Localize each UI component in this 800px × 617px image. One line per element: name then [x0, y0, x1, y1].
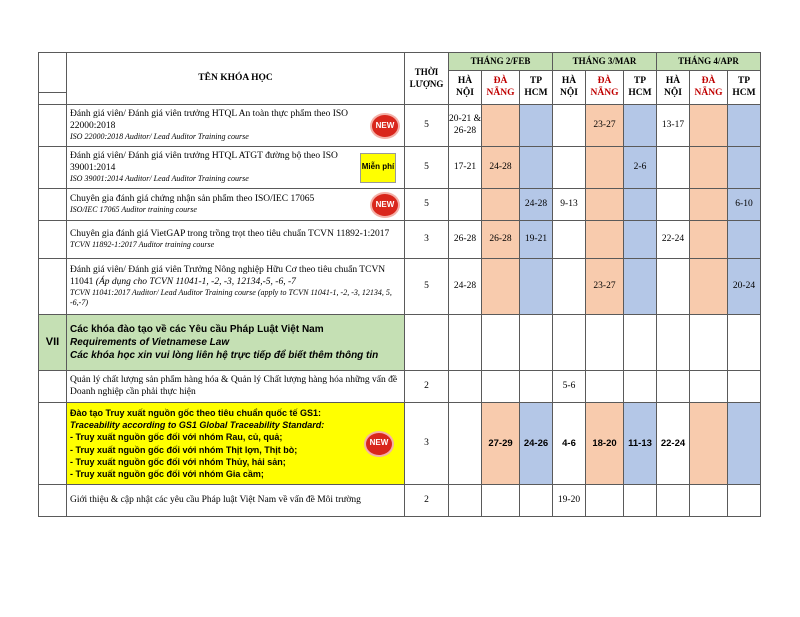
gs1-item: - Truy xuất nguồn gốc đối với nhóm Thủy, hải sản; — [70, 456, 286, 467]
date-cell — [624, 221, 657, 259]
date-cell — [657, 371, 690, 403]
date-cell — [553, 259, 586, 315]
date-cell — [449, 189, 482, 221]
date-cell: 13-17 — [657, 105, 690, 147]
section-row — [39, 315, 761, 371]
course-title-en: TCVN 11892-1:2017 Auditor training course — [70, 240, 215, 250]
date-cell — [520, 259, 553, 315]
date-cell — [449, 371, 482, 403]
new-badge-icon: NEW — [366, 433, 392, 455]
date-cell — [482, 259, 520, 315]
duration-cell: 2 — [405, 371, 449, 403]
duration-cell: 3 — [405, 221, 449, 259]
date-cell: 5-6 — [553, 371, 586, 403]
date-cell — [624, 485, 657, 517]
gs1-title: Đào tạo Truy xuất nguồn gốc theo tiêu chuẩn quốc tế GS1: — [70, 408, 322, 419]
course-row — [39, 371, 761, 403]
date-cell: 2-6 — [624, 147, 657, 189]
section-title — [67, 315, 405, 371]
date-cell — [690, 259, 728, 315]
city-danang: ĐÀ NẴNG — [690, 71, 728, 105]
date-cell — [449, 403, 482, 485]
date-cell — [520, 105, 553, 147]
date-cell: 24-28 — [449, 259, 482, 315]
city-hanoi: HÀ NỘI — [449, 71, 482, 105]
course-title-en: TCVN 11041:2017 Auditor/ Lead Auditor Training course (apply to TCVN 11041-1, -2, -3, 12134, 5, -6,-7) — [70, 288, 392, 308]
duration-cell: 5 — [405, 259, 449, 315]
course-cell — [67, 189, 405, 221]
month-header-apr: THÁNG 4/APR — [657, 53, 761, 71]
date-cell — [690, 485, 728, 517]
gs1-item: - Truy xuất nguồn gốc đối với nhóm Gia cầm; — [70, 468, 264, 479]
date-cell — [657, 485, 690, 517]
city-hanoi: HÀ NỘI — [553, 71, 586, 105]
course-title-en: ISO 22000:2018 Auditor/ Lead Auditor Training course — [70, 132, 249, 142]
course-cell — [67, 147, 405, 189]
date-cell: 20-24 — [728, 259, 761, 315]
date-cell — [482, 105, 520, 147]
city-danang: ĐÀ NẴNG — [482, 71, 520, 105]
date-cell: 27-29 — [482, 403, 520, 485]
date-cell: 9-13 — [553, 189, 586, 221]
date-cell — [586, 221, 624, 259]
free-badge: Miễn phí — [360, 153, 396, 183]
date-cell: 24-26 — [520, 403, 553, 485]
date-cell — [553, 147, 586, 189]
duration-cell: 5 — [405, 147, 449, 189]
date-cell: 4-6 — [553, 403, 586, 485]
date-cell: 19-21 — [520, 221, 553, 259]
date-cell: 26-28 — [482, 221, 520, 259]
course-title-en: ISO 39001:2014 Auditor/ Lead Auditor Training course — [70, 174, 249, 184]
date-cell — [657, 259, 690, 315]
course-title: Chuyên gia đánh giá VietGAP trong trồng trọt theo tiêu chuẩn TCVN 11892-1:2017 — [70, 228, 390, 239]
course-cell — [67, 221, 405, 259]
date-cell — [728, 147, 761, 189]
header-blank-cell — [39, 93, 67, 105]
date-cell — [657, 189, 690, 221]
duration-cell: 5 — [405, 105, 449, 147]
city-hcm: TP HCM — [728, 71, 761, 105]
date-cell — [728, 221, 761, 259]
date-cell — [690, 403, 728, 485]
course-row — [39, 147, 761, 189]
new-badge-icon: NEW — [372, 194, 398, 216]
gs1-title-en: Traceability according to GS1 Global Traceability Standard: — [70, 420, 325, 431]
section-title-en: Requirements of Vietnamese Law — [70, 337, 230, 348]
course-title-note: (Áp dụng cho TCVN 11041-1, -2, -3, 12134,-5, -6, -7 — [95, 276, 296, 287]
date-cell: 23-27 — [586, 259, 624, 315]
date-cell: 22-24 — [657, 221, 690, 259]
course-row — [39, 221, 761, 259]
date-cell — [690, 147, 728, 189]
header-blank-cell — [39, 53, 67, 93]
date-cell — [482, 371, 520, 403]
duration-cell: 2 — [405, 485, 449, 517]
course-row — [39, 403, 761, 485]
date-cell — [449, 485, 482, 517]
course-title-en: ISO/IEC 17065 Auditor training course — [70, 205, 197, 215]
month-header-mar: THÁNG 3/MAR — [553, 53, 657, 71]
date-cell — [520, 485, 553, 517]
date-cell: 11-13 — [624, 403, 657, 485]
course-cell — [67, 105, 405, 147]
date-cell — [728, 371, 761, 403]
date-cell — [657, 147, 690, 189]
course-title: Giới thiệu & cập nhật các yêu cầu Pháp luật Việt Nam về vấn đề Môi trường — [67, 485, 405, 517]
date-cell: 20-21 & 26-28 — [449, 105, 482, 147]
date-cell — [690, 189, 728, 221]
date-cell — [586, 147, 624, 189]
gs1-course-cell — [67, 403, 405, 485]
date-cell — [690, 221, 728, 259]
course-title: Đánh giá viên/ Đánh giá viên trưởng HTQL ATGT đường bộ theo ISO 39001:2014 — [70, 150, 338, 173]
date-cell — [624, 371, 657, 403]
date-cell: 18-20 — [586, 403, 624, 485]
month-header-feb: THÁNG 2/FEB — [449, 53, 553, 71]
new-badge-icon: NEW — [372, 115, 398, 137]
date-cell — [728, 403, 761, 485]
course-row — [39, 259, 761, 315]
date-cell: 17-21 — [449, 147, 482, 189]
date-cell: 23-27 — [586, 105, 624, 147]
duration-header: THỜI LƯỢNG — [405, 53, 449, 105]
course-title: Đánh giá viên/ Đánh giá viên trưởng HTQL An toàn thực phẩm theo ISO 22000:2018 — [70, 108, 349, 131]
date-cell: 26-28 — [449, 221, 482, 259]
duration-cell: 5 — [405, 189, 449, 221]
date-cell — [586, 485, 624, 517]
city-hanoi: HÀ NỘI — [657, 71, 690, 105]
date-cell — [553, 105, 586, 147]
date-cell — [482, 485, 520, 517]
date-cell: 19-20 — [553, 485, 586, 517]
section-note: Các khóa học xin vui lòng liên hệ trực tiếp để biết thêm thông tin — [70, 350, 379, 361]
date-cell — [624, 189, 657, 221]
course-cell — [67, 259, 405, 315]
date-cell — [624, 105, 657, 147]
date-cell — [690, 105, 728, 147]
date-cell — [690, 371, 728, 403]
date-cell: 24-28 — [520, 189, 553, 221]
course-title: Chuyên gia đánh giá chứng nhận sản phẩm theo ISO/IEC 17065 — [70, 193, 315, 204]
course-row — [39, 105, 761, 147]
city-danang: ĐÀ NẴNG — [586, 71, 624, 105]
date-cell: 24-28 — [482, 147, 520, 189]
course-title-header: TÊN KHÓA HỌC — [67, 53, 405, 105]
course-row — [39, 485, 761, 517]
section-title-vn: Các khóa đào tạo về các Yêu cầu Pháp Luật Việt Nam — [70, 324, 324, 335]
date-cell — [482, 189, 520, 221]
gs1-item: - Truy xuất nguồn gốc đối với nhóm Thịt lợn, Thịt bò; — [70, 444, 298, 455]
date-cell — [728, 485, 761, 517]
course-title: Đánh giá viên/ Đánh giá viên Trưởng Nông nghiệp Hữu Cơ theo tiêu chuẩn TCVN 11041 — [70, 264, 386, 287]
date-cell: 6-10 — [728, 189, 761, 221]
date-cell: 22-24 — [657, 403, 690, 485]
course-row — [39, 189, 761, 221]
date-cell — [586, 189, 624, 221]
city-hcm: TP HCM — [520, 71, 553, 105]
gs1-item: - Truy xuất nguồn gốc đối với nhóm Rau, củ, quả; — [70, 432, 283, 443]
date-cell — [624, 259, 657, 315]
duration-cell: 3 — [405, 403, 449, 485]
section-number: VII — [39, 315, 67, 371]
course-title: Quản lý chất lượng sản phẩm hàng hóa & Quản lý Chất lượng hàng hóa những vấn đề Doanh nghiệp cần phải thực hiện — [67, 371, 405, 403]
date-cell — [728, 105, 761, 147]
city-hcm: TP HCM — [624, 71, 657, 105]
date-cell — [586, 371, 624, 403]
date-cell — [520, 147, 553, 189]
training-schedule-table — [38, 52, 761, 517]
date-cell — [520, 371, 553, 403]
date-cell — [553, 221, 586, 259]
